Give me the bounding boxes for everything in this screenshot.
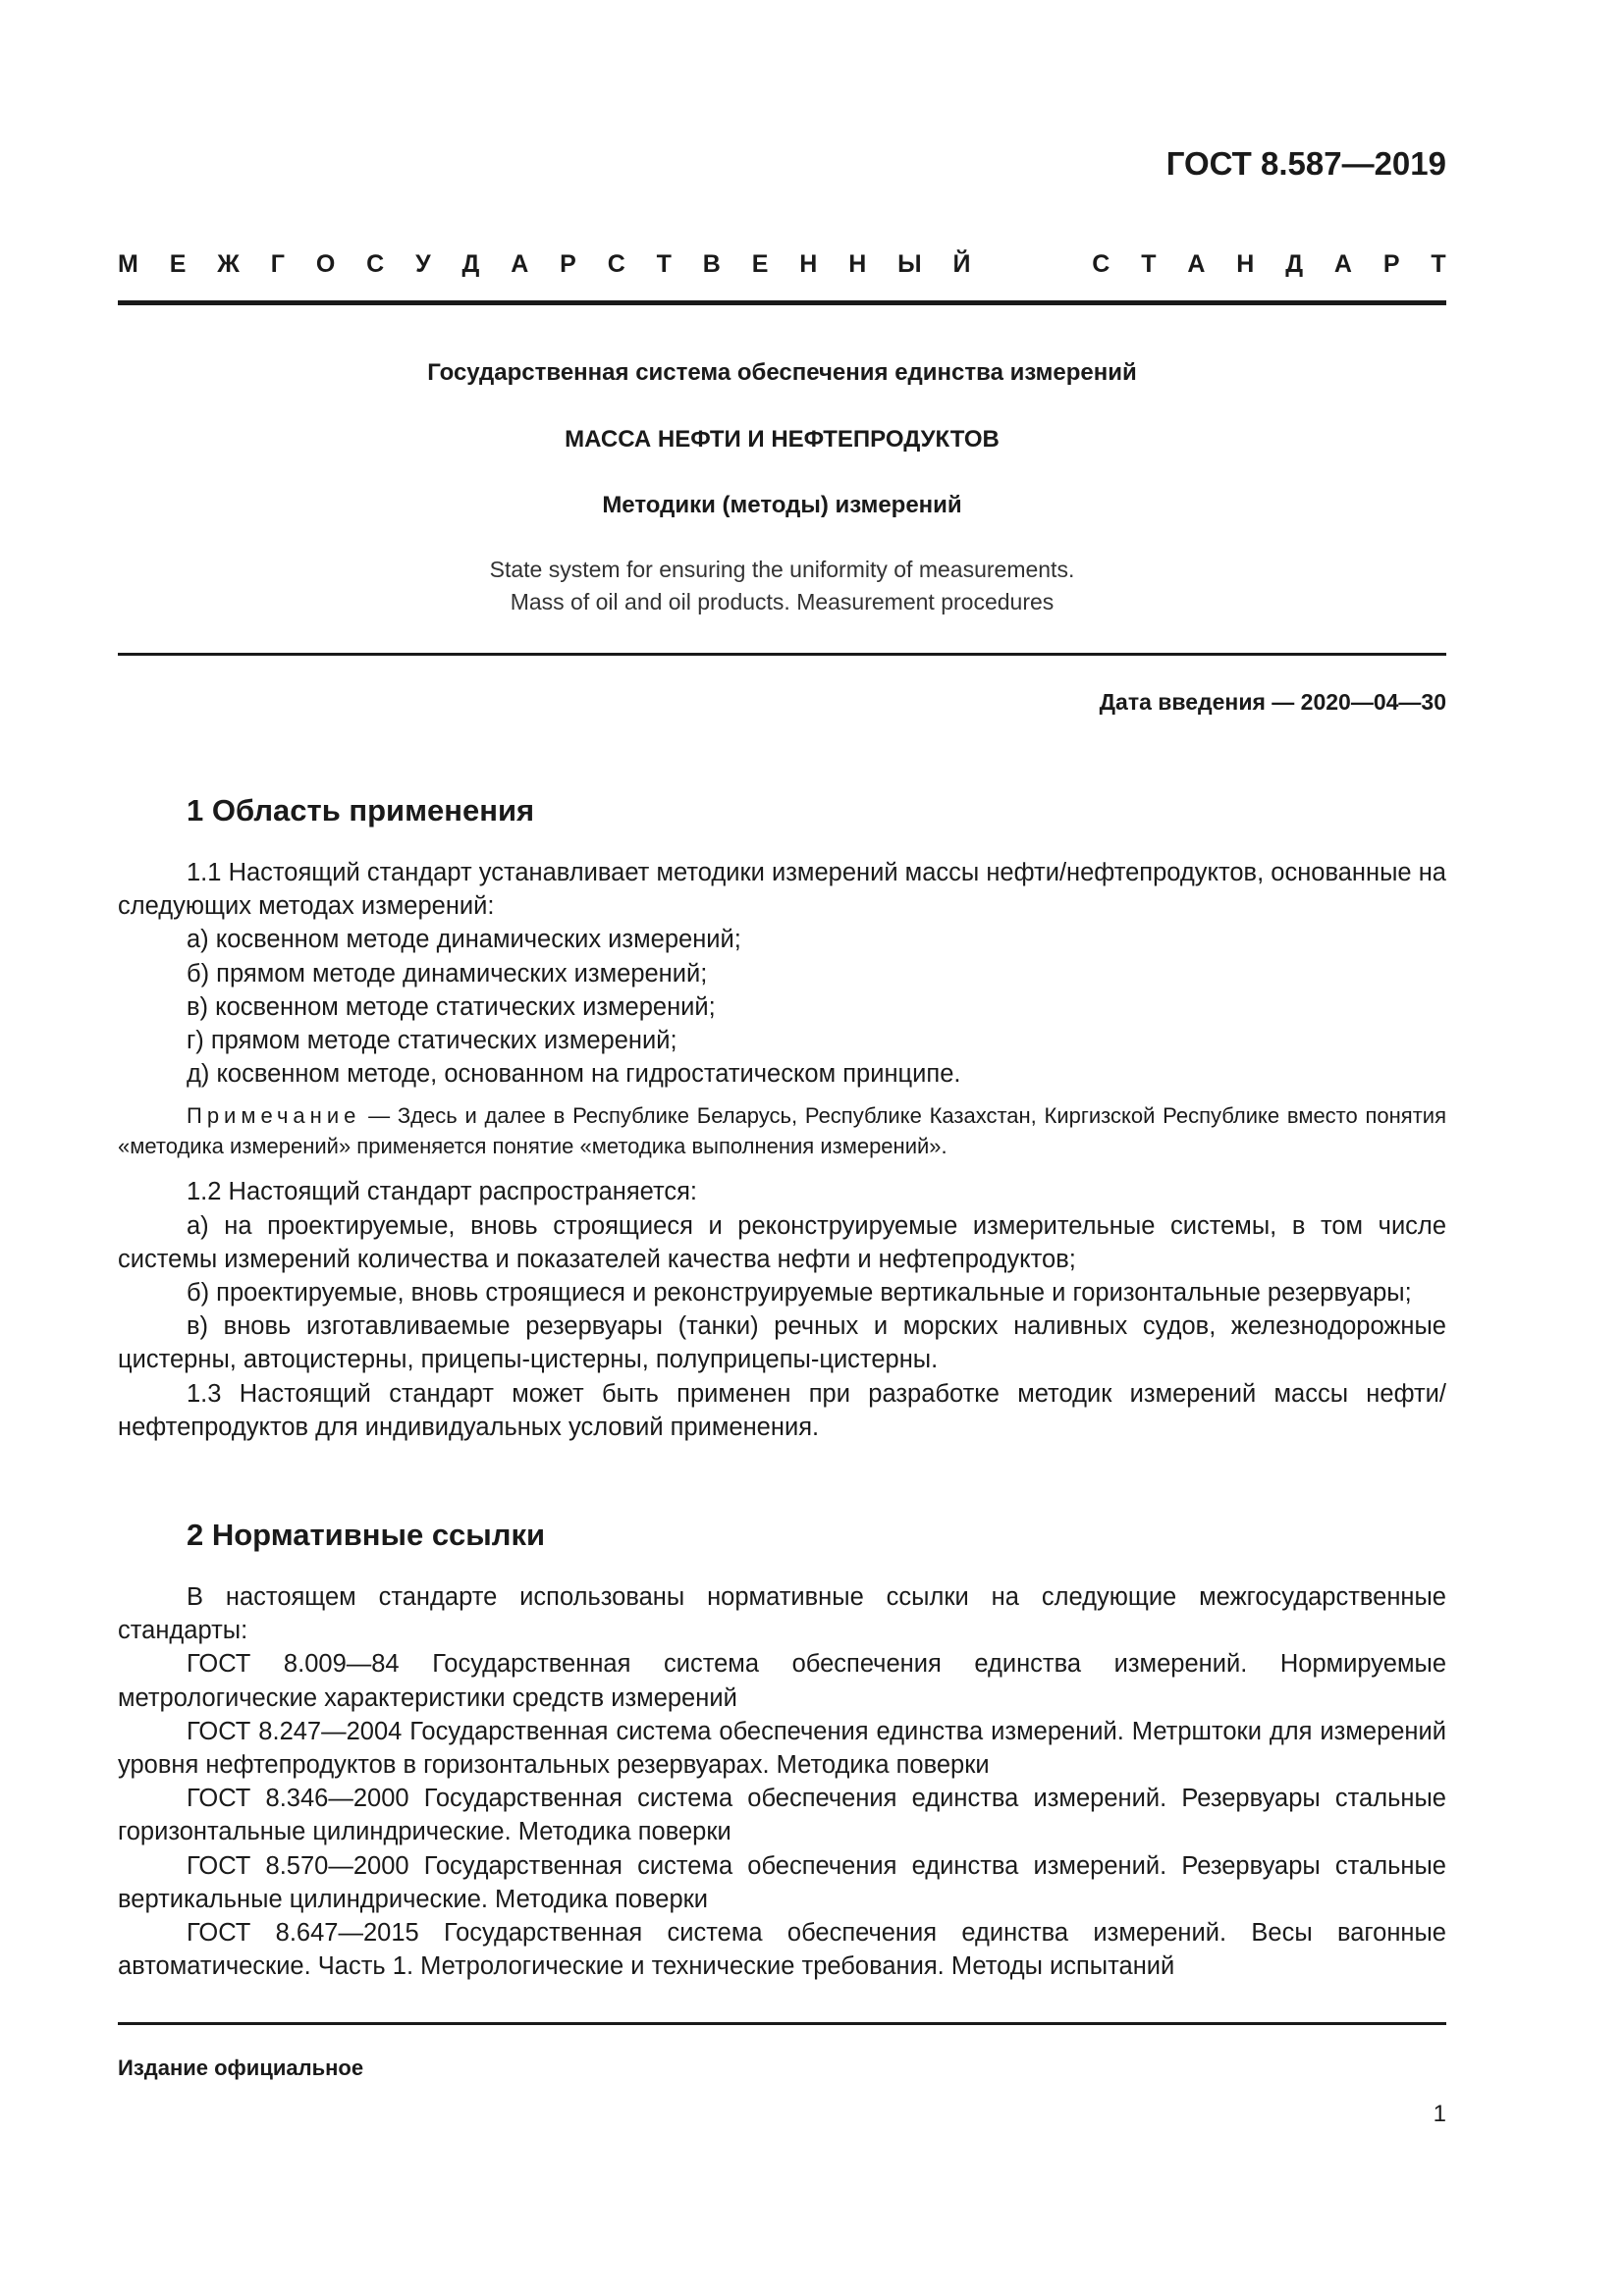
interstate-standard-banner xyxy=(118,250,1446,279)
reference-item: ГОСТ 8.009—84 Государственная система обеспечения единства измерений. Нормируемые метрологические характеристики средств измерений xyxy=(118,1650,1446,1712)
banner-letter: Г xyxy=(270,250,285,278)
title-rule xyxy=(118,653,1446,656)
title-english-line2: Mass of oil and oil products. Measurement procedures xyxy=(510,589,1055,614)
banner-letter: Т xyxy=(656,250,672,278)
footer-rule xyxy=(118,2022,1446,2025)
banner-letter: Н xyxy=(1236,250,1255,278)
title-english xyxy=(118,554,1446,618)
note-label: Примечание xyxy=(187,1103,361,1129)
list-item: б) проектируемые, вновь строящиеся и реконструируемые вертикальные и горизонтальные резервуары; xyxy=(187,1279,1412,1308)
reference-item: ГОСТ 8.247—2004 Государственная система обеспечения единства измерений. Метрштоки для измерений уровня нефтепродуктов в горизонтальных резервуарах. Методика поверки xyxy=(118,1717,1446,1780)
edition-label: Издание официальное xyxy=(118,2056,364,2080)
banner-letter: Н xyxy=(848,250,867,278)
reference-item: ГОСТ 8.346—2000 Государственная система обеспечения единства измерений. Резервуары стальные горизонтальные цилиндрические. Методика поверки xyxy=(118,1785,1446,1846)
banner-letter: С xyxy=(607,250,625,278)
doc-number: ГОСТ 8.587—2019 xyxy=(1165,145,1446,182)
list-item: г) прямом методе статических измерений; xyxy=(187,1027,677,1055)
banner-letter: Ы xyxy=(897,250,922,278)
banner-letter: В xyxy=(702,250,721,278)
paragraph-2-intro: В настоящем стандарте использованы нормативные ссылки на следующие межгосударственные стандарты: xyxy=(118,1583,1446,1645)
banner-letter: Д xyxy=(461,250,480,278)
banner-letter: Р xyxy=(1382,250,1400,278)
paragraph-1-2: 1.2 Настоящий стандарт распространяется: xyxy=(187,1178,698,1206)
banner-letter: Т xyxy=(1431,250,1446,278)
paragraph-1-1: 1.1 Настоящий стандарт устанавливает методики измерений массы нефти/нефтепродуктов, основанные на следующих методах измерений: xyxy=(118,859,1446,921)
list-item: в) косвенном методе статических измерений; xyxy=(187,992,716,1021)
title-system: Государственная система обеспечения единства измерений xyxy=(427,359,1137,386)
banner-letter: А xyxy=(1333,250,1352,278)
section1-body xyxy=(118,856,1446,1444)
title-sub: Методики (методы) измерений xyxy=(602,492,962,518)
reference-item: ГОСТ 8.647—2015 Государственная система обеспечения единства измерений. Весы вагонные автоматические. Часть 1. Метрологические и технические требования. Методы испытаний xyxy=(118,1919,1446,1981)
banner-letter: О xyxy=(315,250,336,278)
section2-body xyxy=(118,1580,1446,1983)
list-item: а) косвенном методе динамических измерений; xyxy=(187,926,741,954)
banner-letter: Д xyxy=(1285,250,1304,278)
banner-letter: С xyxy=(1092,250,1110,278)
banner-letter: Р xyxy=(560,250,576,278)
page-number: 1 xyxy=(1433,2101,1446,2127)
banner-letter: А xyxy=(511,250,529,278)
list-item: д) косвенном методе, основанном на гидростатическом принципе. xyxy=(187,1060,961,1089)
note-text: — Здесь и далее в Республике Беларусь, Республике Казахстан, Киргизской Республике вместо понятия «методика измерений» применяется понятие «методика выполнения измерений». xyxy=(118,1103,1446,1159)
banner-letter: Н xyxy=(799,250,818,278)
banner-letter: Й xyxy=(952,250,971,278)
banner-gap xyxy=(1001,250,1060,279)
paragraph-1-3: 1.3 Настоящий стандарт может быть применен при разработке методик измерений массы нефти/нефтепродуктов для индивидуальных условий применения. xyxy=(118,1379,1446,1441)
section2-title: 2 Нормативные ссылки xyxy=(187,1518,546,1552)
banner-letter: Е xyxy=(751,250,769,278)
banner-letter: Ж xyxy=(217,250,240,278)
banner-letter: С xyxy=(366,250,385,278)
banner-letter: М xyxy=(118,250,138,278)
section1-title: 1 Область применения xyxy=(187,793,535,828)
list-item: б) прямом методе динамических измерений; xyxy=(187,959,708,988)
title-main: МАССА НЕФТИ И НЕФТЕПРОДУКТОВ xyxy=(565,426,1000,453)
banner-letter: Е xyxy=(169,250,187,278)
banner-letter: У xyxy=(415,250,431,278)
intro-date: Дата введения — 2020—04—30 xyxy=(1099,689,1446,715)
reference-item: ГОСТ 8.570—2000 Государственная система обеспечения единства измерений. Резервуары стальные вертикальные цилиндрические. Методика поверки xyxy=(118,1851,1446,1913)
banner-letter: Т xyxy=(1141,250,1157,278)
header-rule xyxy=(118,300,1446,305)
banner-letter: А xyxy=(1187,250,1206,278)
list-item: в) вновь изготавливаемые резервуары (танки) речных и морских наливных судов, железнодорожные цистерны, автоцистерны, прицепы-цистерны, полуприцепы-цистерны. xyxy=(118,1312,1446,1374)
note xyxy=(118,1100,1446,1161)
title-english-line1: State system for ensuring the uniformity of measurements. xyxy=(489,557,1075,582)
list-item: а) на проектируемые, вновь строящиеся и реконструируемые измерительные системы, в том числе системы измерений количества и показателей качества нефти и нефтепродуктов; xyxy=(118,1211,1446,1273)
